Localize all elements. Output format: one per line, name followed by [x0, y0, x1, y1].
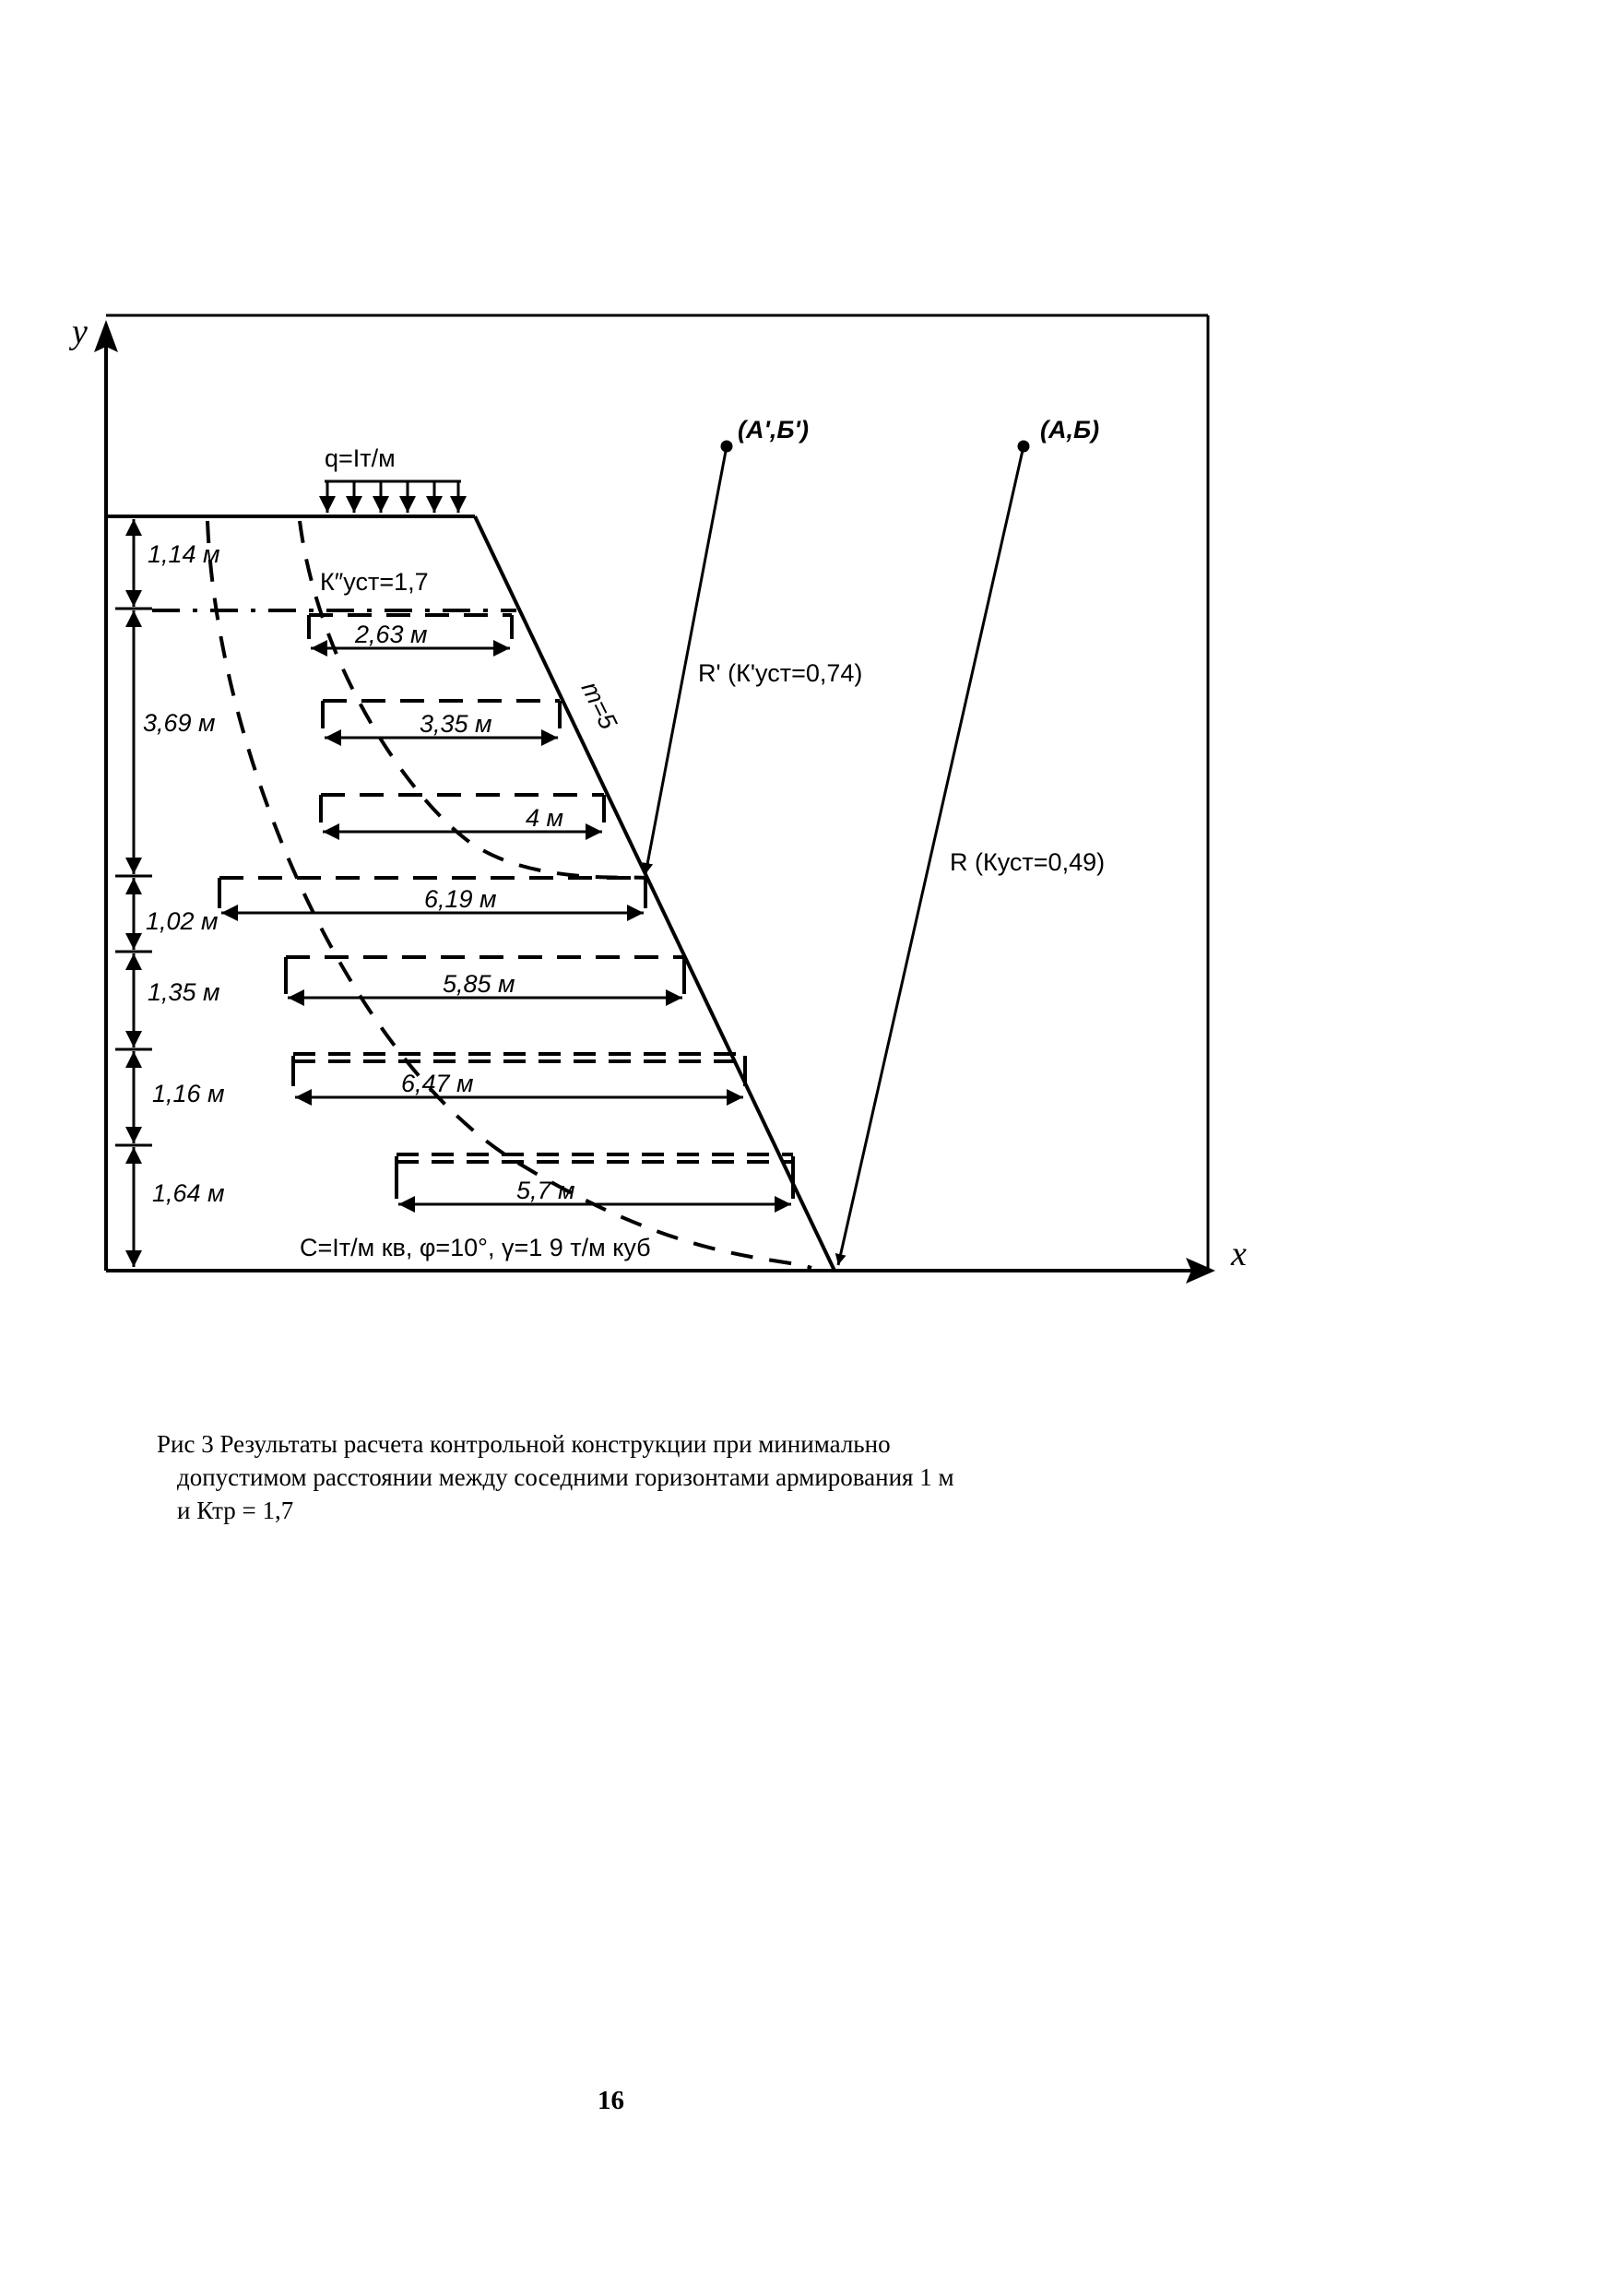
soil-params-label: С=Iт/м кв, φ=10°, γ=1 9 т/м куб [300, 1234, 651, 1261]
r-prime-label: R' (К'уст=0,74) [698, 659, 863, 687]
height-dimensions [115, 519, 152, 1267]
slope-label: m=5 [575, 677, 622, 734]
length-label-1: 2,63 м [355, 621, 428, 648]
caption-line-3: и Ктр = 1,7 [177, 1497, 294, 1524]
distributed-load [325, 481, 461, 513]
k-uct-label: К″уст=1,7 [320, 568, 429, 596]
load-label: q=Iт/м [325, 444, 396, 472]
length-label-4: 6,19 м [424, 885, 497, 913]
x-axis-label: x [1231, 1235, 1247, 1273]
length-label-3: 4 м [526, 804, 564, 832]
height-label-2: 3,69 м [143, 709, 216, 737]
height-label-3: 1,02 м [146, 907, 219, 935]
reinforcement-layers [219, 615, 793, 1199]
point-prime-label: (А',Б') [738, 416, 809, 444]
length-label-2: 3,35 м [420, 710, 492, 738]
length-label-6: 6,47 м [401, 1070, 474, 1097]
r-main-label: R (Куст=0,49) [950, 848, 1106, 876]
height-label-1: 1,14 м [148, 540, 220, 568]
caption-line-2: допустимом расстоянии между соседними горизонтами армирования 1 м [177, 1463, 954, 1491]
point-label: (А,Б) [1040, 416, 1100, 444]
axes [94, 320, 1215, 1284]
y-axis-label: y [72, 313, 88, 351]
height-label-6: 1,64 м [152, 1179, 225, 1207]
page-number: 16 [598, 2086, 624, 2115]
length-dimensions [221, 648, 791, 1204]
caption-line-1: Рис 3 Результаты расчета контрольной конструкции при минимально [157, 1430, 891, 1458]
length-label-5: 5,85 м [443, 970, 515, 998]
length-label-7: 5,7 м [516, 1177, 575, 1204]
height-label-5: 1,16 м [152, 1080, 225, 1107]
diagram-frame [106, 315, 1208, 1268]
height-label-4: 1,35 м [148, 978, 220, 1006]
figure-caption [157, 1427, 1217, 1527]
